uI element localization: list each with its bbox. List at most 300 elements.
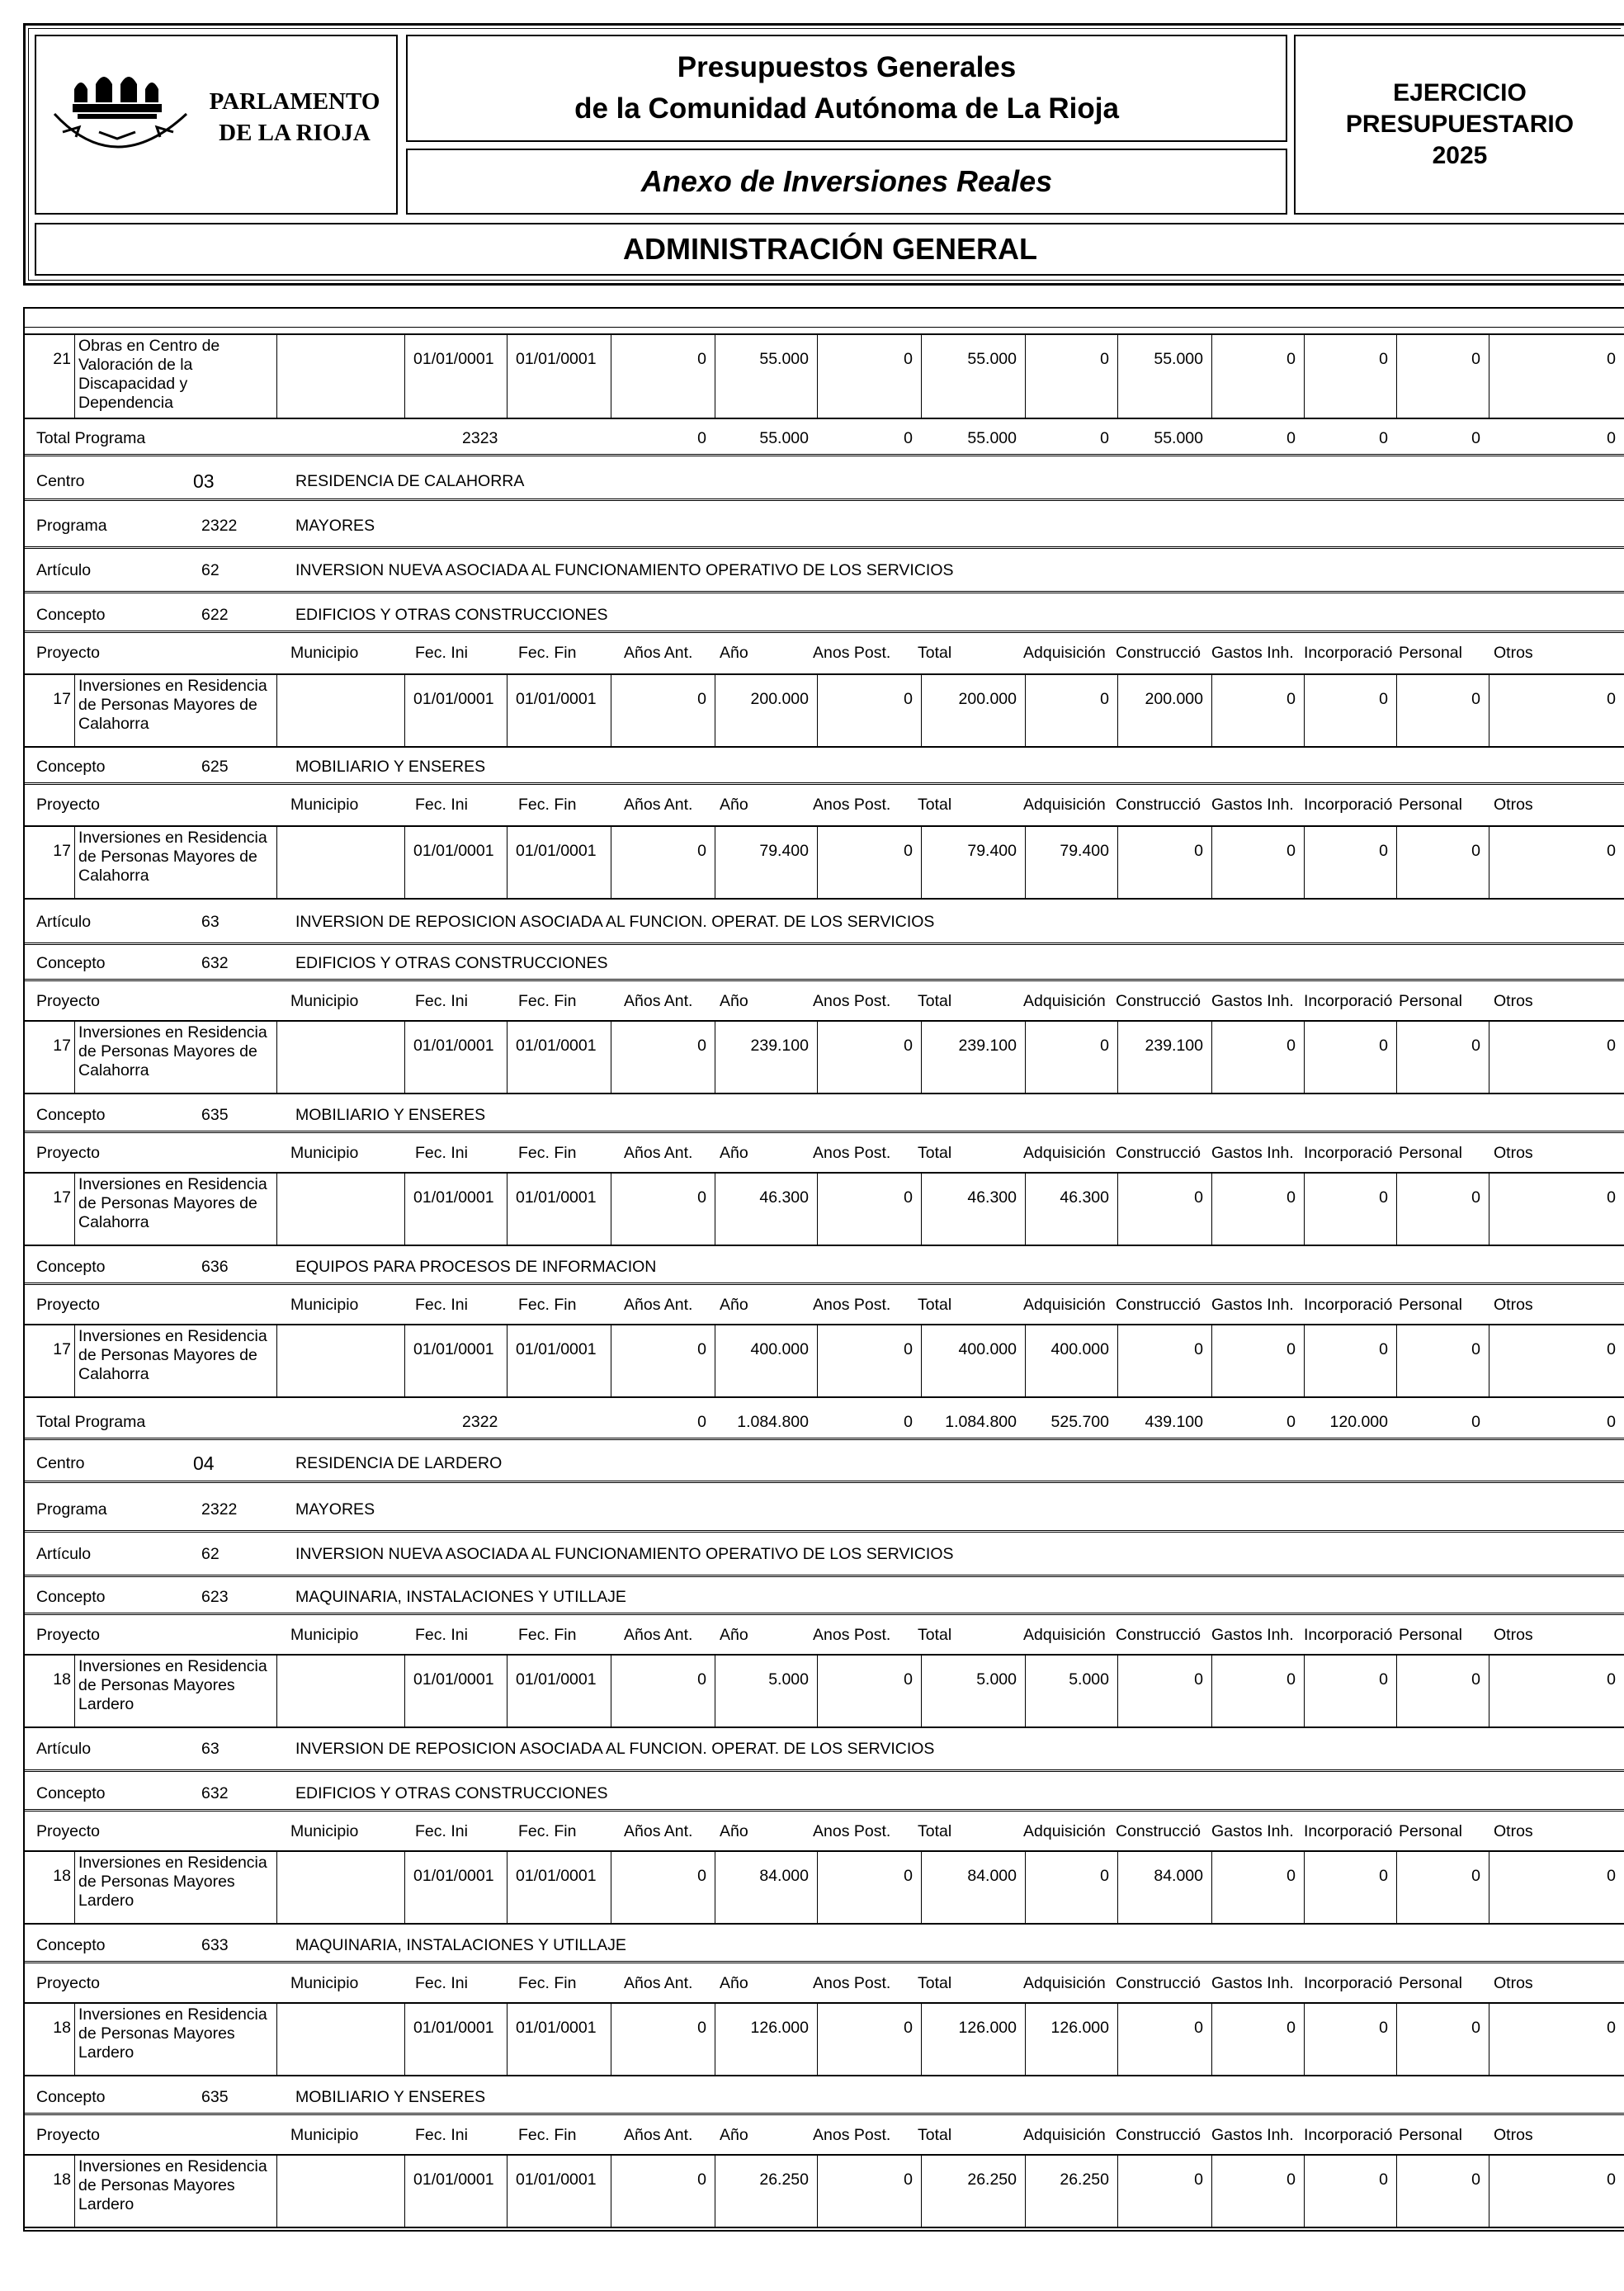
column-header: Municipio bbox=[290, 796, 359, 814]
project-row bbox=[25, 2002, 1624, 2076]
column-header: Construcció bbox=[1116, 1974, 1201, 1992]
column-header: Gastos Inh. bbox=[1211, 2126, 1294, 2144]
project-value: 0 bbox=[1489, 1656, 1624, 1727]
column-header: Incorporació bbox=[1304, 992, 1393, 1010]
column-header: Municipio bbox=[290, 1626, 359, 1644]
project-value: 84.000 bbox=[715, 1852, 817, 1923]
project-value: 84.000 bbox=[921, 1852, 1025, 1923]
project-value: 0 bbox=[1211, 2156, 1304, 2227]
column-header: Personal bbox=[1399, 1974, 1462, 1992]
project-value: 46.300 bbox=[921, 1174, 1025, 1245]
project-value: 0 bbox=[611, 827, 715, 898]
project-value: 0 bbox=[1396, 335, 1489, 418]
project-value: 0 bbox=[1396, 1022, 1489, 1093]
project-name bbox=[74, 2156, 276, 2227]
column-header: Año bbox=[720, 992, 748, 1010]
project-value: 84.000 bbox=[1117, 1852, 1211, 1923]
row-divider bbox=[25, 1481, 1624, 1483]
column-header: Proyecto bbox=[36, 1144, 100, 1162]
project-row bbox=[25, 333, 1624, 419]
column-header: Años Ant. bbox=[624, 644, 693, 662]
project-name-line: de Personas Mayores de bbox=[78, 1346, 257, 1364]
project-value: 0 bbox=[817, 1656, 921, 1727]
project-name-line: Inversiones en Residencia bbox=[78, 829, 267, 847]
row-divider bbox=[25, 1769, 1624, 1772]
project-number: 18 bbox=[53, 1867, 71, 1885]
project-value: 239.100 bbox=[715, 1022, 817, 1093]
column-header: Otros bbox=[1494, 644, 1533, 662]
project-value: 0 bbox=[1396, 827, 1489, 898]
project-value: 0 bbox=[817, 2156, 921, 2227]
page-title bbox=[406, 35, 1287, 142]
column-header: Año bbox=[720, 1822, 748, 1840]
column-header: Fec. Ini bbox=[415, 644, 468, 662]
column-header: Año bbox=[720, 1144, 748, 1162]
project-value: 0 bbox=[1211, 2004, 1304, 2075]
articulo-row-desc: INVERSION DE REPOSICION ASOCIADA AL FUNCION. OPERAT. DE LOS SERVICIOS bbox=[295, 1740, 935, 1758]
column-header: Personal bbox=[1399, 1822, 1462, 1840]
project-value: 01/01/0001 bbox=[507, 335, 611, 418]
project-value: 0 bbox=[1304, 675, 1396, 746]
column-header: Construcció bbox=[1116, 992, 1201, 1010]
row-divider bbox=[25, 1282, 1624, 1285]
project-value: 0 bbox=[1396, 2004, 1489, 2075]
row-divider bbox=[25, 631, 1624, 633]
project-value: 0 bbox=[1211, 675, 1304, 746]
total-value: 0 bbox=[1471, 1413, 1480, 1431]
column-header: Fec. Ini bbox=[415, 992, 468, 1010]
column-header: Construcció bbox=[1116, 2126, 1201, 2144]
project-name-line: Calahorra bbox=[78, 1213, 149, 1231]
row-divider bbox=[25, 1961, 1624, 1963]
project-value: 01/01/0001 bbox=[404, 1174, 507, 1245]
concepto-row-code: 635 bbox=[201, 2088, 229, 2106]
project-municipio bbox=[276, 2004, 404, 2075]
column-header: Total bbox=[918, 644, 952, 662]
column-header: Adquisición bbox=[1023, 644, 1106, 662]
project-name bbox=[74, 2004, 276, 2075]
column-header: Proyecto bbox=[36, 1296, 100, 1314]
project-value: 0 bbox=[611, 2156, 715, 2227]
column-header: Total bbox=[918, 1296, 952, 1314]
project-municipio bbox=[276, 827, 404, 898]
column-header: Anos Post. bbox=[813, 1144, 891, 1162]
project-number: 17 bbox=[53, 690, 71, 708]
project-value: 0 bbox=[1304, 1325, 1396, 1396]
column-header: Gastos Inh. bbox=[1211, 1296, 1294, 1314]
project-value: 5.000 bbox=[715, 1656, 817, 1727]
project-number: 17 bbox=[53, 1340, 71, 1358]
column-header: Proyecto bbox=[36, 2126, 100, 2144]
project-name bbox=[74, 1174, 276, 1245]
project-value: 0 bbox=[1489, 2004, 1624, 2075]
project-name-line: Discapacidad y bbox=[78, 375, 188, 393]
column-header: Total bbox=[918, 1822, 952, 1840]
column-header: Gastos Inh. bbox=[1211, 992, 1294, 1010]
project-value: 46.300 bbox=[715, 1174, 817, 1245]
project-value: 0 bbox=[817, 1174, 921, 1245]
programa-row-desc: MAYORES bbox=[295, 517, 375, 535]
total-programa-code: 2322 bbox=[462, 1413, 498, 1431]
total-value: 0 bbox=[697, 429, 706, 447]
column-header: Otros bbox=[1494, 1626, 1533, 1644]
column-header: Total bbox=[918, 1144, 952, 1162]
project-value: 26.250 bbox=[921, 2156, 1025, 2227]
project-name-line: Calahorra bbox=[78, 1061, 149, 1079]
project-value: 0 bbox=[1489, 827, 1624, 898]
column-header: Años Ant. bbox=[624, 1626, 693, 1644]
project-value: 5.000 bbox=[921, 1656, 1025, 1727]
project-municipio bbox=[276, 1852, 404, 1923]
column-header: Gastos Inh. bbox=[1211, 1974, 1294, 1992]
project-name-line: Inversiones en Residencia bbox=[78, 677, 267, 695]
project-value: 200.000 bbox=[921, 675, 1025, 746]
total-value: 55.000 bbox=[759, 429, 809, 447]
project-value: 0 bbox=[1396, 2156, 1489, 2227]
project-municipio bbox=[276, 675, 404, 746]
project-value: 01/01/0001 bbox=[507, 827, 611, 898]
column-header: Incorporació bbox=[1304, 2126, 1393, 2144]
project-row bbox=[25, 1020, 1624, 1094]
column-header: Total bbox=[918, 796, 952, 814]
column-header: Años Ant. bbox=[624, 992, 693, 1010]
concepto-row-code: 625 bbox=[201, 758, 229, 776]
concepto-row-label: Concepto bbox=[36, 606, 106, 624]
programa-row-code: 2322 bbox=[201, 1500, 238, 1519]
project-name bbox=[74, 827, 276, 898]
column-header: Gastos Inh. bbox=[1211, 644, 1294, 662]
project-value: 0 bbox=[1211, 1852, 1304, 1923]
project-value: 0 bbox=[1117, 1325, 1211, 1396]
page-subtitle bbox=[406, 149, 1287, 215]
concepto-row-label: Concepto bbox=[36, 758, 106, 776]
project-value: 0 bbox=[1396, 1325, 1489, 1396]
column-header: Proyecto bbox=[36, 1822, 100, 1840]
total-value: 120.000 bbox=[1329, 1413, 1388, 1431]
project-value: 01/01/0001 bbox=[404, 2156, 507, 2227]
project-name-line: Inversiones en Residencia bbox=[78, 2005, 267, 2024]
column-header: Años Ant. bbox=[624, 796, 693, 814]
concepto-row-code: 632 bbox=[201, 1784, 229, 1802]
project-value: 0 bbox=[1396, 675, 1489, 746]
project-name-line: Dependencia bbox=[78, 394, 173, 412]
project-value: 0 bbox=[611, 1325, 715, 1396]
row-divider bbox=[25, 1530, 1624, 1533]
column-header: Otros bbox=[1494, 992, 1533, 1010]
ejercicio-line2: PRESUPUESTARIO bbox=[1345, 111, 1574, 138]
project-value: 0 bbox=[1304, 2156, 1396, 2227]
project-value: 0 bbox=[817, 335, 921, 418]
column-header: Gastos Inh. bbox=[1211, 1626, 1294, 1644]
concepto-row-label: Concepto bbox=[36, 954, 106, 972]
articulo-row-code: 63 bbox=[201, 1740, 220, 1758]
project-row bbox=[25, 1172, 1624, 1246]
column-header: Otros bbox=[1494, 1296, 1533, 1314]
column-header: Anos Post. bbox=[813, 1974, 891, 1992]
project-name-line: de Personas Mayores bbox=[78, 2024, 235, 2043]
project-value: 200.000 bbox=[1117, 675, 1211, 746]
row-divider bbox=[25, 591, 1624, 593]
project-value: 400.000 bbox=[921, 1325, 1025, 1396]
logo-text-line1: PARLAMENTO bbox=[209, 88, 380, 115]
project-name-line: Lardero bbox=[78, 2195, 135, 2213]
total-value: 1.084.800 bbox=[945, 1413, 1017, 1431]
column-header: Incorporació bbox=[1304, 1296, 1393, 1314]
concepto-row-desc: EDIFICIOS Y OTRAS CONSTRUCCIONES bbox=[295, 954, 608, 972]
project-name-line: de Personas Mayores de bbox=[78, 696, 257, 714]
column-header: Fec. Ini bbox=[415, 1296, 468, 1314]
project-value: 01/01/0001 bbox=[404, 1022, 507, 1093]
column-header: Gastos Inh. bbox=[1211, 1144, 1294, 1162]
project-name-line: Lardero bbox=[78, 1695, 135, 1713]
column-header: Adquisición bbox=[1023, 1626, 1106, 1644]
title-line1: Presupuestos Generales bbox=[677, 51, 1017, 83]
project-number: 17 bbox=[53, 1037, 71, 1055]
project-value: 126.000 bbox=[921, 2004, 1025, 2075]
ejercicio-line1: EJERCICIO bbox=[1393, 79, 1527, 106]
column-header: Otros bbox=[1494, 796, 1533, 814]
concepto-row-label: Concepto bbox=[36, 1106, 106, 1124]
centro-row-code: 04 bbox=[193, 1453, 215, 1474]
column-header: Año bbox=[720, 2126, 748, 2144]
project-value: 5.000 bbox=[1025, 1656, 1117, 1727]
project-value: 0 bbox=[611, 1022, 715, 1093]
project-name-line: Inversiones en Residencia bbox=[78, 1854, 267, 1872]
parlamento-logo-icon bbox=[50, 73, 198, 163]
programa-row-desc: MAYORES bbox=[295, 1500, 375, 1519]
project-name-line: de Personas Mayores de bbox=[78, 848, 257, 866]
logo-text-line2: DE LA RIOJA bbox=[219, 120, 371, 146]
project-value: 0 bbox=[1117, 2156, 1211, 2227]
project-value: 0 bbox=[1025, 1022, 1117, 1093]
column-header: Construcció bbox=[1116, 1296, 1201, 1314]
project-value: 0 bbox=[817, 2004, 921, 2075]
column-header: Adquisición bbox=[1023, 1974, 1106, 1992]
project-value: 0 bbox=[611, 1852, 715, 1923]
project-value: 0 bbox=[1304, 2004, 1396, 2075]
project-value: 0 bbox=[1211, 335, 1304, 418]
row-divider bbox=[25, 1575, 1624, 1577]
column-header: Año bbox=[720, 1296, 748, 1314]
row-divider bbox=[25, 1613, 1624, 1615]
column-header: Fec. Fin bbox=[518, 1626, 577, 1644]
column-header: Gastos Inh. bbox=[1211, 1822, 1294, 1840]
project-value: 0 bbox=[1117, 1656, 1211, 1727]
column-header: Personal bbox=[1399, 2126, 1462, 2144]
project-value: 0 bbox=[1489, 675, 1624, 746]
total-value: 0 bbox=[1607, 1413, 1616, 1431]
column-header: Fec. Fin bbox=[518, 796, 577, 814]
project-value: 0 bbox=[1304, 1174, 1396, 1245]
column-header: Municipio bbox=[290, 1822, 359, 1840]
project-value: 0 bbox=[611, 335, 715, 418]
concepto-row-desc: MAQUINARIA, INSTALACIONES Y UTILLAJE bbox=[295, 1936, 626, 1954]
centro-row-desc: RESIDENCIA DE CALAHORRA bbox=[295, 472, 525, 490]
concepto-row-desc: MOBILIARIO Y ENSERES bbox=[295, 758, 486, 776]
column-header: Anos Post. bbox=[813, 992, 891, 1010]
centro-row-label: Centro bbox=[36, 472, 85, 490]
project-name-line: Inversiones en Residencia bbox=[78, 2157, 267, 2175]
project-value: 01/01/0001 bbox=[507, 2004, 611, 2075]
column-header: Anos Post. bbox=[813, 644, 891, 662]
column-header: Fec. Fin bbox=[518, 1296, 577, 1314]
project-row bbox=[25, 2154, 1624, 2228]
project-name bbox=[74, 1656, 276, 1727]
total-programa-label: Total Programa bbox=[36, 429, 146, 447]
project-value: 0 bbox=[1304, 827, 1396, 898]
total-value: 0 bbox=[1471, 429, 1480, 447]
concepto-row-code: 633 bbox=[201, 1936, 229, 1954]
project-value: 0 bbox=[1396, 1656, 1489, 1727]
concepto-row-label: Concepto bbox=[36, 1258, 106, 1276]
column-header: Fec. Ini bbox=[415, 796, 468, 814]
articulo-row-code: 63 bbox=[201, 913, 220, 931]
programa-row-label: Programa bbox=[36, 1500, 107, 1519]
project-value: 0 bbox=[1304, 1656, 1396, 1727]
column-header: Municipio bbox=[290, 2126, 359, 2144]
row-divider bbox=[25, 979, 1624, 981]
column-header: Total bbox=[918, 992, 952, 1010]
project-name-line: de Personas Mayores de bbox=[78, 1042, 257, 1060]
total-value: 439.100 bbox=[1145, 1413, 1203, 1431]
project-value: 01/01/0001 bbox=[507, 1852, 611, 1923]
total-value: 1.084.800 bbox=[737, 1413, 809, 1431]
project-name-line: Calahorra bbox=[78, 715, 149, 733]
concepto-row-code: 636 bbox=[201, 1258, 229, 1276]
project-name-line: Calahorra bbox=[78, 1365, 149, 1383]
project-row bbox=[25, 1654, 1624, 1728]
project-value: 0 bbox=[1489, 335, 1624, 418]
concepto-row-label: Concepto bbox=[36, 1936, 106, 1954]
concepto-row-desc: MOBILIARIO Y ENSERES bbox=[295, 1106, 486, 1124]
logo-text bbox=[201, 86, 388, 149]
column-header: Fec. Ini bbox=[415, 1626, 468, 1644]
project-value: 01/01/0001 bbox=[404, 1656, 507, 1727]
project-value: 01/01/0001 bbox=[404, 1325, 507, 1396]
column-header: Años Ant. bbox=[624, 1296, 693, 1314]
project-number: 17 bbox=[53, 842, 71, 860]
project-value: 0 bbox=[1304, 1852, 1396, 1923]
project-value: 79.400 bbox=[715, 827, 817, 898]
project-name-line: Calahorra bbox=[78, 867, 149, 885]
row-divider bbox=[25, 546, 1624, 549]
concepto-row-code: 632 bbox=[201, 954, 229, 972]
total-value: 0 bbox=[904, 1413, 913, 1431]
project-value: 0 bbox=[817, 1022, 921, 1093]
column-header: Fec. Fin bbox=[518, 1974, 577, 1992]
total-value: 0 bbox=[1286, 1413, 1296, 1431]
row-divider bbox=[25, 1809, 1624, 1812]
project-name-line: Lardero bbox=[78, 2043, 135, 2062]
project-value: 239.100 bbox=[1117, 1022, 1211, 1093]
column-header: Fec. Fin bbox=[518, 992, 577, 1010]
project-value: 01/01/0001 bbox=[507, 1325, 611, 1396]
articulo-row-desc: INVERSION DE REPOSICION ASOCIADA AL FUNCION. OPERAT. DE LOS SERVICIOS bbox=[295, 913, 935, 931]
column-header: Incorporació bbox=[1304, 644, 1393, 662]
total-value: 0 bbox=[1607, 429, 1616, 447]
project-number: 18 bbox=[53, 2171, 71, 2189]
column-header: Adquisición bbox=[1023, 1144, 1106, 1162]
column-header: Personal bbox=[1399, 644, 1462, 662]
column-header: Adquisición bbox=[1023, 1822, 1106, 1840]
column-header: Año bbox=[720, 644, 748, 662]
project-value: 0 bbox=[817, 1325, 921, 1396]
project-row bbox=[25, 673, 1624, 748]
column-header: Otros bbox=[1494, 1144, 1533, 1162]
articulo-row-desc: INVERSION NUEVA ASOCIADA AL FUNCIONAMIENTO OPERATIVO DE LOS SERVICIOS bbox=[295, 561, 954, 579]
project-value: 01/01/0001 bbox=[507, 1656, 611, 1727]
project-value: 0 bbox=[1025, 1852, 1117, 1923]
concepto-row-code: 622 bbox=[201, 606, 229, 624]
articulo-row-label: Artículo bbox=[36, 913, 92, 931]
centro-row-label: Centro bbox=[36, 1454, 85, 1472]
total-value: 55.000 bbox=[1154, 429, 1203, 447]
column-header: Municipio bbox=[290, 1974, 359, 1992]
project-value: 126.000 bbox=[1025, 2004, 1117, 2075]
concepto-row-label: Concepto bbox=[36, 1784, 106, 1802]
column-header: Años Ant. bbox=[624, 1822, 693, 1840]
project-value: 0 bbox=[611, 1174, 715, 1245]
column-header: Fec. Ini bbox=[415, 1144, 468, 1162]
project-value: 0 bbox=[1211, 1022, 1304, 1093]
column-header: Proyecto bbox=[36, 1974, 100, 1992]
total-value: 0 bbox=[697, 1413, 706, 1431]
column-header: Proyecto bbox=[36, 1626, 100, 1644]
articulo-row-code: 62 bbox=[201, 561, 220, 579]
column-header: Fec. Fin bbox=[518, 1822, 577, 1840]
row-divider bbox=[25, 498, 1624, 501]
articulo-row-code: 62 bbox=[201, 1545, 220, 1563]
column-header: Otros bbox=[1494, 1822, 1533, 1840]
column-header: Anos Post. bbox=[813, 1296, 891, 1314]
project-value: 01/01/0001 bbox=[507, 1022, 611, 1093]
row-divider bbox=[25, 782, 1624, 785]
total-value: 525.700 bbox=[1050, 1413, 1109, 1431]
project-row bbox=[25, 825, 1624, 900]
table-top-divider bbox=[23, 327, 1624, 328]
project-value: 400.000 bbox=[1025, 1325, 1117, 1396]
project-value: 0 bbox=[1117, 2004, 1211, 2075]
column-header: Adquisición bbox=[1023, 992, 1106, 1010]
project-name-line: Inversiones en Residencia bbox=[78, 1657, 267, 1675]
section-title bbox=[35, 223, 1624, 276]
concepto-row-label: Concepto bbox=[36, 1588, 106, 1606]
project-value: 0 bbox=[1211, 1174, 1304, 1245]
column-header: Incorporació bbox=[1304, 1974, 1393, 1992]
project-number: 21 bbox=[53, 350, 71, 368]
project-municipio bbox=[276, 335, 404, 418]
column-header: Años Ant. bbox=[624, 1144, 693, 1162]
total-value: 0 bbox=[1100, 429, 1109, 447]
row-divider bbox=[25, 942, 1624, 945]
project-number: 18 bbox=[53, 1670, 71, 1689]
column-header: Construcció bbox=[1116, 1626, 1201, 1644]
column-header: Municipio bbox=[290, 992, 359, 1010]
project-value: 0 bbox=[1211, 1325, 1304, 1396]
row-divider bbox=[25, 2113, 1624, 2115]
project-value: 0 bbox=[1489, 1325, 1624, 1396]
articulo-row-label: Artículo bbox=[36, 1740, 92, 1758]
column-header: Construcció bbox=[1116, 644, 1201, 662]
project-value: 0 bbox=[1489, 1852, 1624, 1923]
project-value: 0 bbox=[1117, 1174, 1211, 1245]
project-number: 18 bbox=[53, 2019, 71, 2037]
column-header: Anos Post. bbox=[813, 796, 891, 814]
programa-row-code: 2322 bbox=[201, 517, 238, 535]
project-value: 0 bbox=[1211, 1656, 1304, 1727]
project-value: 0 bbox=[611, 675, 715, 746]
row-divider bbox=[25, 1438, 1624, 1440]
